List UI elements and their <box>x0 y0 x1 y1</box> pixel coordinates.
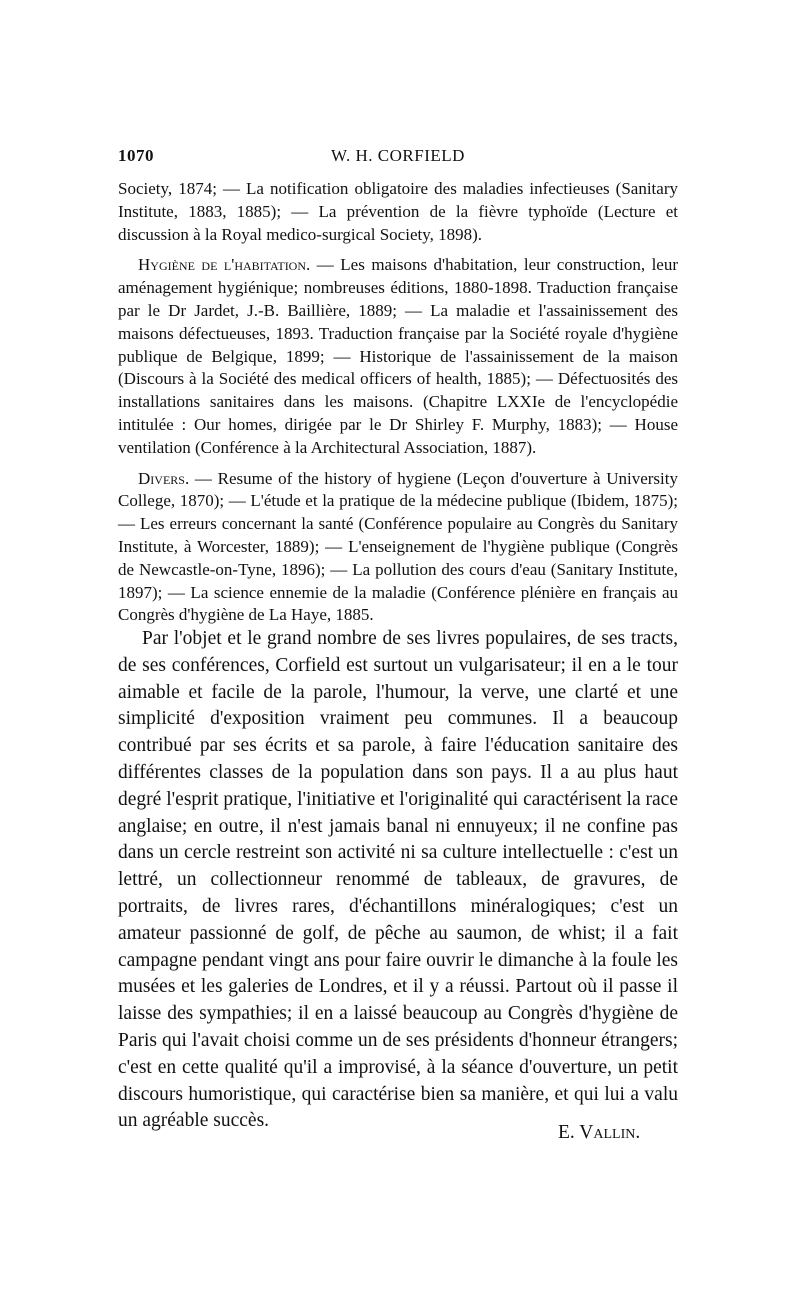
main-text <box>118 626 678 1135</box>
divers-text: — Resume of the history of hygiene (Leçon d'ouverture à University College, 1870); — L'étude et la pratique de la médecine publique (Ibidem, 1875); — Les erreurs concernant la santé (Conférence populaire au Congrès du Sanitary Institute, à Worcester, 1889); — L'enseignement de l'hygiène publique (Congrès de Newcastle-on-Tyne, 1896); — La pollution des cours d'eau (Sanitary Institute, 1897); — La science ennemie de la maladie (Conférence plénière en français au Congrès d'hygiène de La Haye, 1885. <box>118 468 678 625</box>
bibliography-divers <box>118 468 678 628</box>
bibliography-hygiene <box>118 254 678 459</box>
hygiene-text: — Les maisons d'habitation, leur construction, leur aménagement hygiénique; nombreuses éditions, 1880-1898. Traduction française par le Dr Jardet, J.-B. Baillière, 1889; — La maladie et l'assainissement des maisons défectueuses, 1893. Traduction française par la Société royale d'hygiène publique de Belgique, 1899; — Historique de l'assainissement de la maison (Discours à la Société des medical officers of health, 1885); — Défectuosités des installations sanitaires dans les maisons. (Chapitre LXXIe de l'encyclopédie intitulée : Our homes, dirigée par le Dr Shirley F. Murphy, 1883); — House ventilation (Conférence à la Architectural Association, 1887). <box>118 255 679 457</box>
page-number: 1070 <box>118 146 154 165</box>
section-heading-hygiene: Hygiène de l'habitation. <box>138 255 311 275</box>
bibliography-continuation: Society, 1874; — La notification obligatoire des maladies infectieuses (Sanitary Institute, 1883, 1885); — La prévention de la fièvre typhoïde (Lecture et discussion à la Royal medico-surgical Society, 1898). <box>118 179 678 244</box>
page-header <box>118 146 678 170</box>
running-title: W. H. CORFIELD <box>331 146 465 165</box>
bibliography <box>118 178 678 635</box>
section-heading-divers: Divers. <box>138 468 190 488</box>
signature <box>558 1122 640 1144</box>
body-paragraph: Par l'objet et le grand nombre de ses livres populaires, de ses tracts, de ses conférences, Corfield est surtout un vulgarisateur; il en a le tour aimable et facile de la parole, l'humour, la verve, une clarté et une simplicité d'exposition vraiment peu communes. Il a beaucoup contribué par ses écrits et sa parole, à faire l'éducation sanitaire des différentes classes de la population dans son pays. Il a au plus haut degré l'esprit pratique, l'initiative et l'originalité qui caractérisent la race anglaise; en outre, il n'est jamais banal ni ennuyeux; il ne confine pas dans un cercle restreint son activité ni sa culture intellectuelle : c'est un lettré, un collectionneur renommé de tableaux, de gravures, de portraits, de livres rares, d'échantillons minéralogiques; c'est un amateur passionné de golf, de pêche au saumon, de whist; il a fait campagne pendant vingt ans pour faire ouvrir le dimanche à la foule les musées et les galeries de Londres, et il y a réussi. Partout où il passe il laisse des sympathies; il en a laissé beaucoup au Congrès d'hygiène de Paris qui l'avait choisi comme un de ses présidents d'honneur étrangers; c'est en cette qualité qu'il a improvisé, à la séance d'ouverture, un petit discours humoristique, qui caractérise bien sa manière, et qui lui a valu un agréable succès. <box>118 628 678 1132</box>
author-signature: E. Vallin. <box>558 1122 641 1143</box>
